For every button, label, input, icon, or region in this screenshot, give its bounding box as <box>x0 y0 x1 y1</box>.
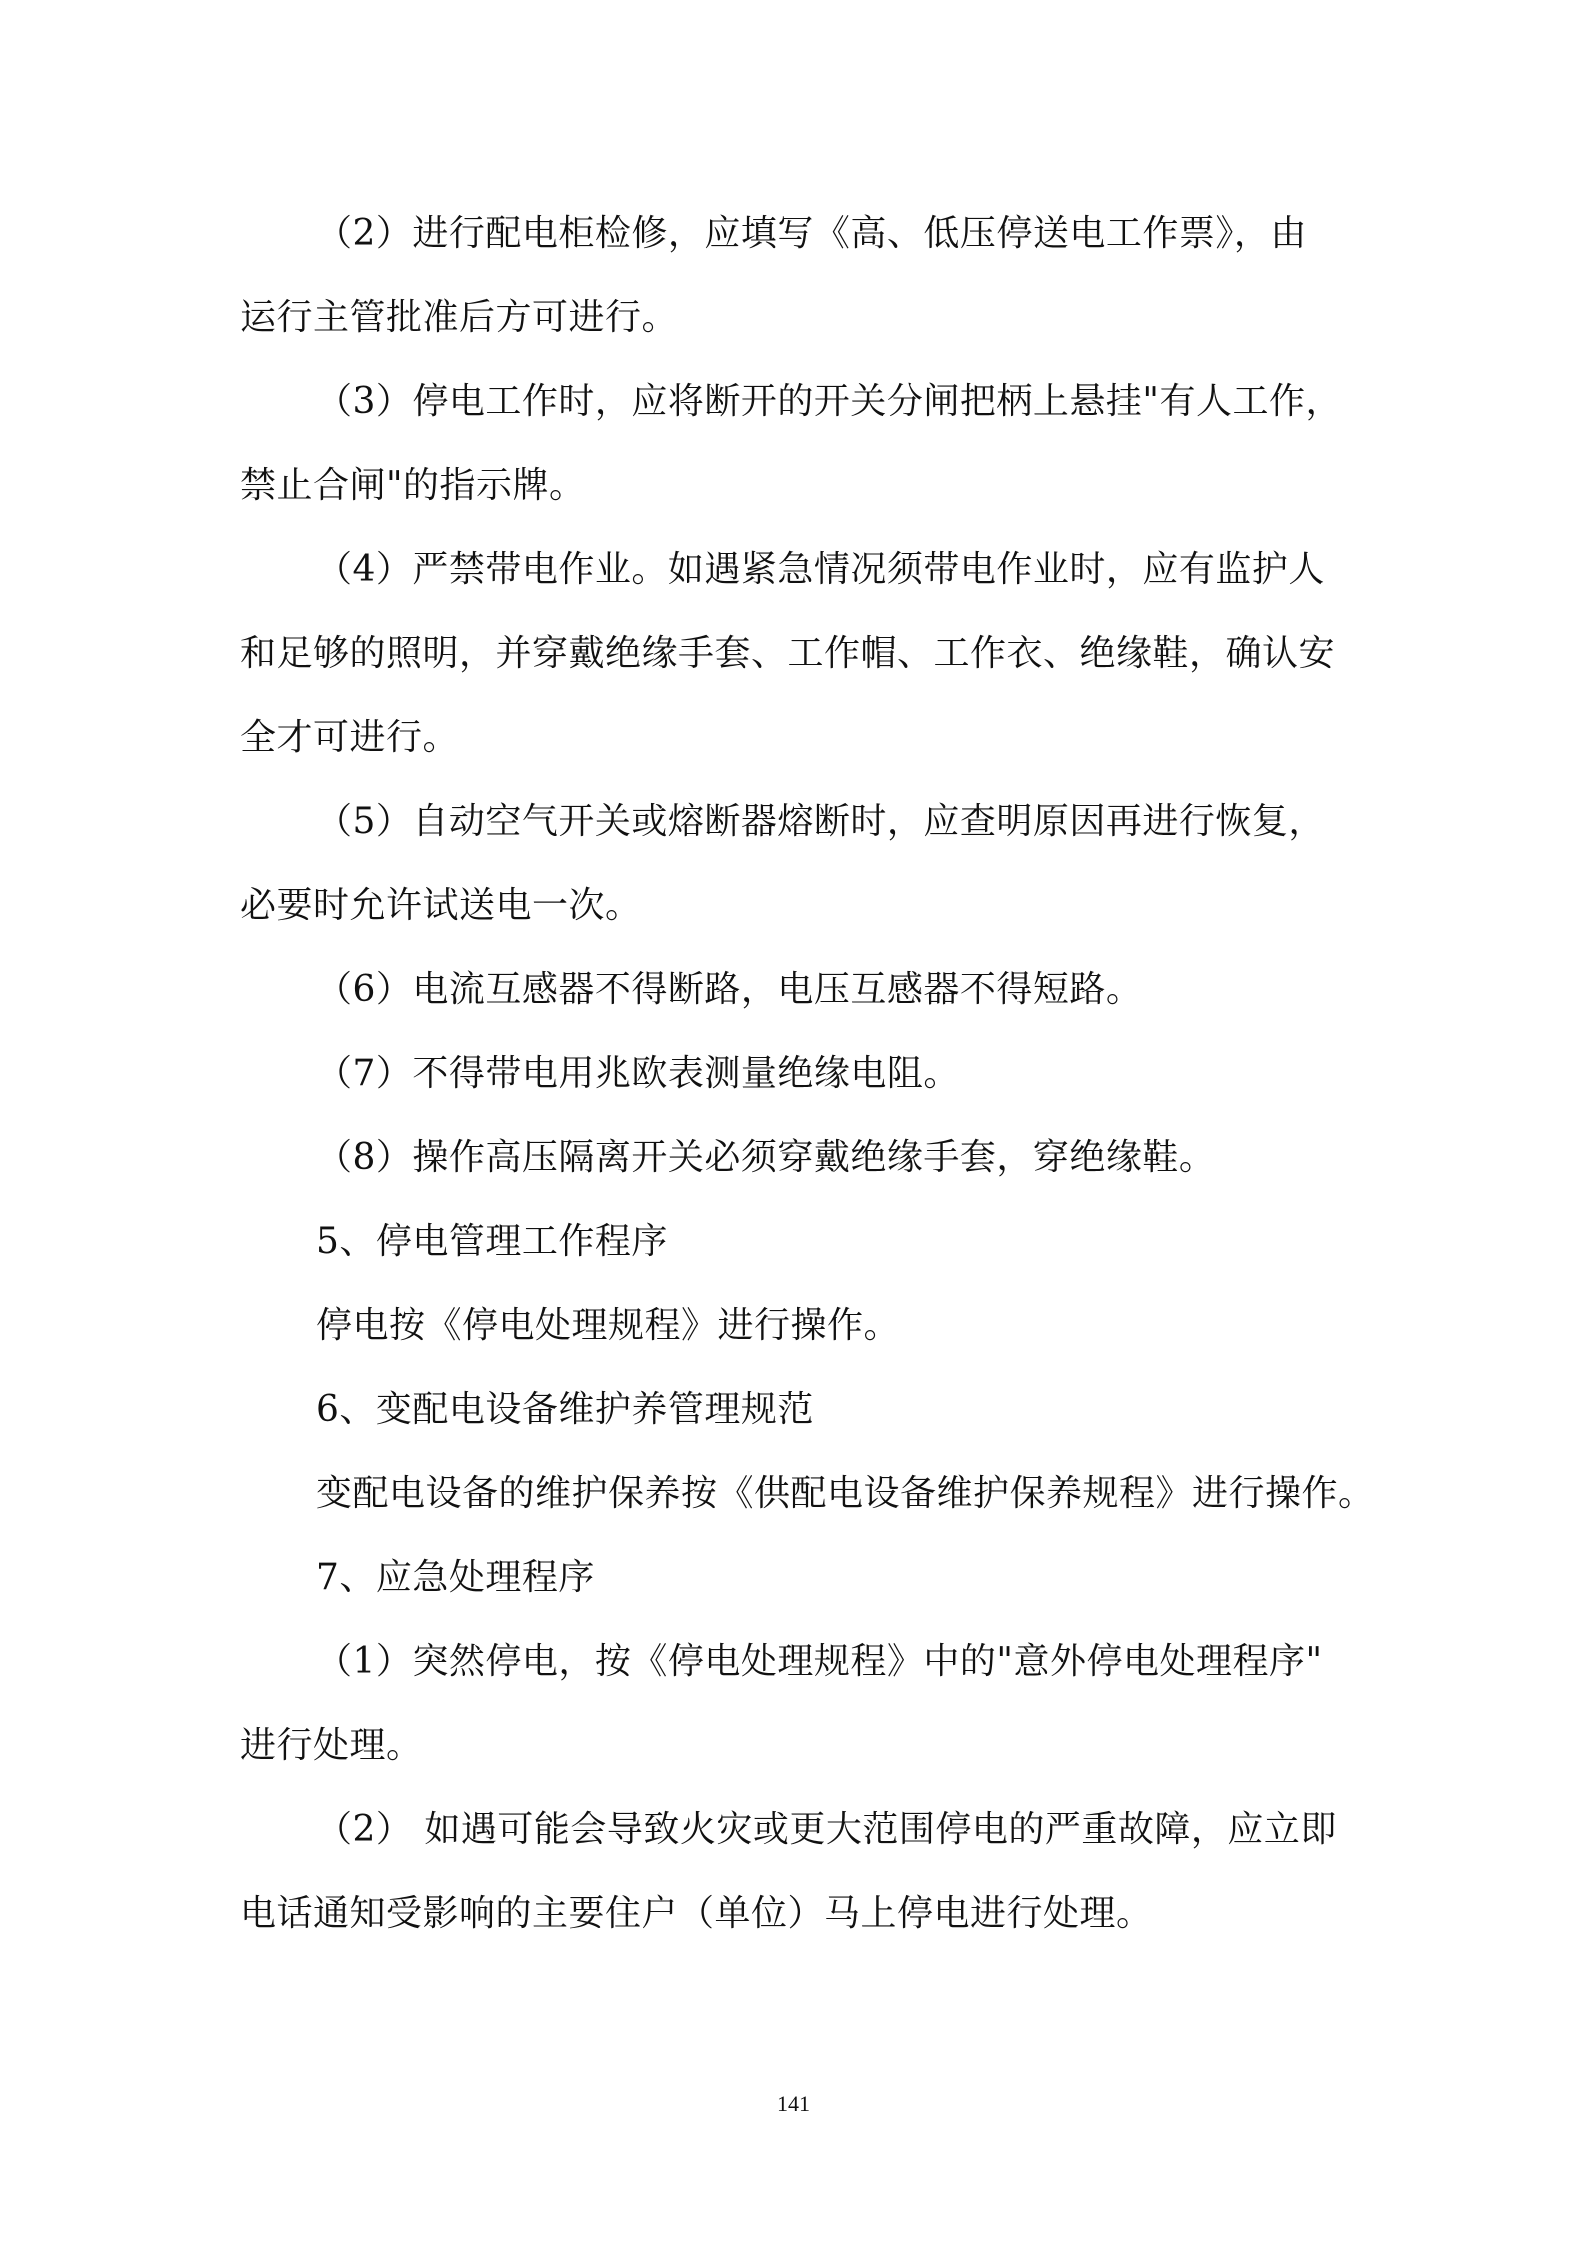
paragraph-line: （2）进行配电柜检修，应填写《高、低压停送电工作票》，由 <box>316 213 1307 254</box>
paragraph-line: （6）电流互感器不得断路，电压互感器不得短路。 <box>316 969 1143 1010</box>
paragraph-line: （4）严禁带电作业。如遇紧急情况须带电作业时，应有监护人 <box>316 549 1325 590</box>
paragraph-line: （8）操作高压隔离开关必须穿戴绝缘手套，穿绝缘鞋。 <box>316 1137 1216 1178</box>
paragraph-line: 电话通知受影响的主要住户（单位）马上停电进行处理。 <box>240 1893 1153 1934</box>
paragraph-line: 运行主管批准后方可进行。 <box>240 297 679 338</box>
section-heading: 7、应急处理程序 <box>316 1557 595 1598</box>
paragraph-line: （2） 如遇可能会导致火灾或更大范围停电的严重故障，应立即 <box>316 1809 1337 1850</box>
paragraph-line: 全才可进行。 <box>240 717 460 758</box>
page-number: 141 <box>777 2091 810 2116</box>
paragraph-line: 必要时允许试送电一次。 <box>240 885 642 926</box>
paragraph-line: 变配电设备的维护保养按《供配电设备维护保养规程》进行操作。 <box>316 1473 1375 1514</box>
paragraph-line: 停电按《停电处理规程》进行操作。 <box>316 1305 901 1346</box>
paragraph-line: 和足够的照明，并穿戴绝缘手套、工作帽、工作衣、绝缘鞋，确认安 <box>240 633 1336 674</box>
paragraph-line: 进行处理。 <box>240 1725 423 1766</box>
section-heading: 5、停电管理工作程序 <box>316 1221 668 1262</box>
section-heading: 6、变配电设备维护养管理规范 <box>316 1389 814 1430</box>
paragraph-line: （3）停电工作时，应将断开的开关分闸把柄上悬挂"有人工作， <box>316 381 1342 422</box>
paragraph-line: （1）突然停电，按《停电处理规程》中的"意外停电处理程序" <box>316 1641 1323 1682</box>
paragraph-line: 禁止合闸"的指示牌。 <box>240 465 586 506</box>
paragraph-line: （5）自动空气开关或熔断器熔断时，应查明原因再进行恢复， <box>316 801 1325 842</box>
paragraph-line: （7）不得带电用兆欧表测量绝缘电阻。 <box>316 1053 960 1094</box>
